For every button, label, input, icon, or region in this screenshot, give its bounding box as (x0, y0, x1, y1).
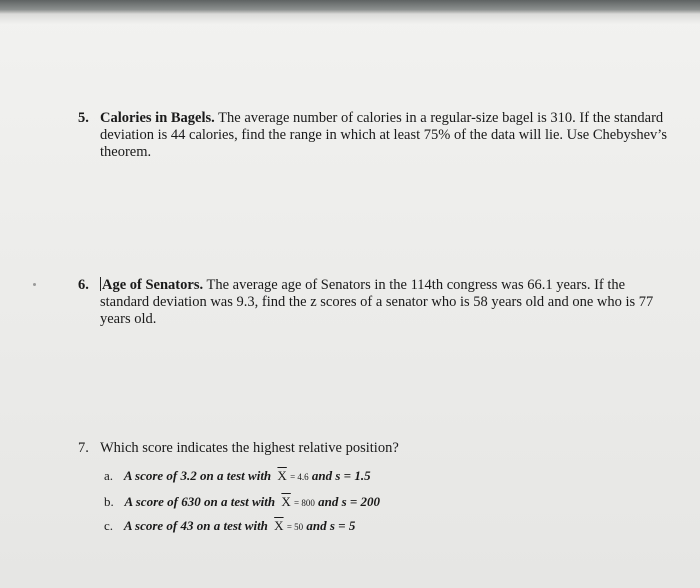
mean-value: = 50 (286, 522, 304, 532)
problem-body (100, 440, 668, 457)
choice-letter: b. (104, 494, 114, 509)
problem-7 (78, 440, 668, 457)
choice-b (104, 494, 380, 511)
problem-text: The average number of calories in a regular-size bagel is 310. If the standard deviation is 44 calories, find the range in which at least 75% of the data will lie. Use Chebyshev’s theorem. (100, 110, 667, 160)
mean-value: = 4.6 (290, 472, 309, 482)
choice-letter: a. (104, 468, 114, 483)
choice-suffix: and s = 200 (318, 494, 381, 509)
problem-body (100, 110, 668, 161)
choice-suffix: and s = 1.5 (311, 468, 371, 483)
problem-5 (78, 110, 668, 161)
problem-title: Age of Senators. (102, 277, 204, 293)
margin-mark (33, 283, 36, 286)
mean-symbol: $\overline{X}$ (274, 518, 284, 533)
choice-letter: c. (104, 518, 114, 533)
problem-body (100, 277, 668, 328)
choice-suffix: and s = 5 (306, 518, 356, 533)
problem-text: The average age of Senators in the 114th congress was 66.1 years. If the standard deviation was 9.3, find the z scores of a senator who is 58 years old and one who is 77 years old. (100, 277, 654, 327)
text-cursor (100, 277, 101, 291)
problem-number: 6. (78, 277, 89, 293)
choice-prefix: A score of 43 on a test with (123, 518, 268, 533)
choice-prefix: A score of 630 on a test with (124, 494, 276, 509)
choice-c (104, 518, 355, 535)
problem-title: Calories in Bagels. (100, 110, 215, 126)
problem-text: Which score indicates the highest relative position? (100, 440, 399, 456)
problem-6 (78, 277, 668, 328)
mean-value: = 800 (294, 498, 315, 508)
choice-a (104, 468, 371, 485)
choice-prefix: A score of 3.2 on a test with (123, 468, 272, 483)
top-shadow-fade (0, 10, 700, 24)
mean-symbol: $\overline{X}$ (277, 468, 287, 483)
problem-number: 5. (78, 110, 89, 126)
problem-number: 7. (78, 440, 89, 456)
mean-symbol: $\overline{X}$ (281, 494, 291, 509)
